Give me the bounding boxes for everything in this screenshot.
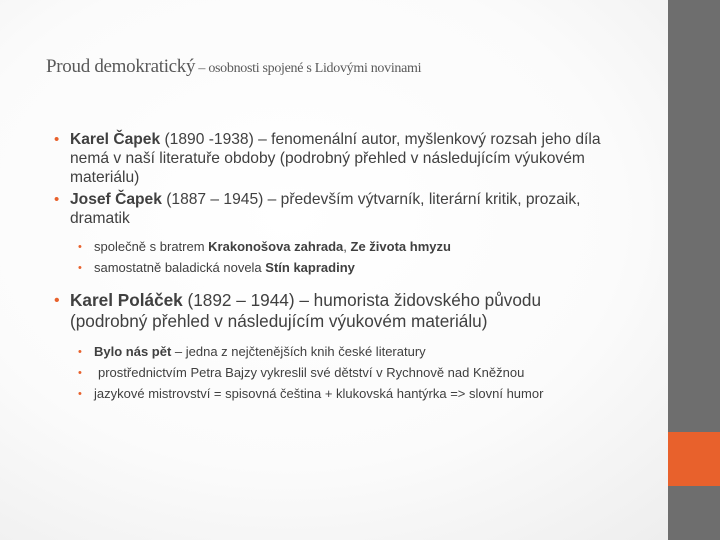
bullet-dot-icon: •	[78, 367, 82, 379]
content	[52, 130, 612, 407]
sub-bullet-bold: Stín kapradiny	[265, 260, 355, 275]
bullet-dot-icon: •	[54, 292, 60, 309]
sub-bullet	[52, 344, 612, 360]
sub-bullet-text: prostřednictvím Petra Bajzy vykreslil své dětství v Rychnově nad Kněžnou	[98, 365, 525, 380]
sub-bullet	[52, 386, 612, 402]
sub-bullet-text: ,	[343, 239, 351, 254]
bullet-dot-icon: •	[78, 388, 82, 400]
title-main: Proud demokratický	[46, 56, 196, 77]
side-bar	[668, 0, 720, 540]
bullet-karel-polacek	[52, 290, 612, 332]
sub-bullet-text: společně s bratrem	[94, 239, 209, 254]
bullet-dot-icon: •	[54, 131, 60, 148]
bullet-dot-icon: •	[78, 262, 82, 274]
bullet-dot-icon: •	[78, 241, 82, 253]
sub-bullet-text: jazykové mistrovství = spisovná čeština + klukovská hantýrka => slovní humor	[94, 386, 544, 401]
bullet-dot-icon: •	[54, 191, 60, 208]
bullet-bold: Karel Čapek	[70, 131, 161, 148]
sub-bullet-bold: Ze života hmyzu	[350, 239, 451, 254]
title-sub: – osobnosti spojené s Lidovými novinami	[195, 61, 422, 76]
bullet-text: (1892 – 1944) – humorista židovského původu (podrobný přehled v následujícím výukovém materiálu)	[70, 290, 542, 331]
bullet-dot-icon: •	[78, 346, 82, 358]
bullet-text: (1890 -1938) – fenomenální autor, myšlenkový rozsah jeho díla nemá v naší literatuře obdoby (podrobný přehled v následujícím výukovém materiálu)	[70, 131, 601, 186]
slide-title	[46, 56, 421, 78]
sub-bullet-text: samostatně baladická novela	[94, 260, 266, 275]
sub-bullet-bold: Bylo nás pět	[94, 344, 172, 359]
side-accent-block	[668, 432, 720, 486]
sub-bullet-bold: Krakonošova zahrada	[208, 239, 344, 254]
sub-bullet-text: – jedna z nejčtenějších knih české literatury	[171, 344, 426, 359]
bullet-bold: Karel Poláček	[70, 290, 183, 310]
bullet-josef-capek	[52, 190, 612, 228]
sub-bullet	[52, 239, 612, 255]
bullet-bold: Josef Čapek	[70, 191, 162, 208]
bullet-karel-capek	[52, 130, 612, 187]
sub-bullet	[52, 260, 612, 276]
bullet-text: (1887 – 1945) – především výtvarník, literární kritik, prozaik, dramatik	[70, 191, 581, 227]
sub-bullet	[52, 365, 612, 381]
